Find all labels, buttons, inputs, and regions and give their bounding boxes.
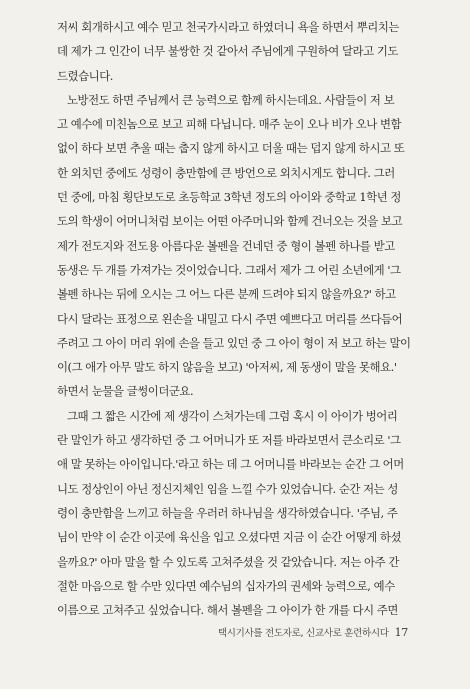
text-line: 제가 전도지와 전도용 아름다운 볼펜을 건네던 중 형이 볼펜 하나를 받고 xyxy=(57,238,395,253)
text-line: 없이 하다 보면 추울 때는 춥지 않게 하시고 더울 때는 덥지 않게 하시고 또 xyxy=(57,141,405,156)
text-line: 그때 그 짧은 시간에 제 생각이 스쳐가는데 그럼 혹시 이 아이가 벙어리 xyxy=(67,408,398,423)
page-footer xyxy=(218,625,408,639)
text-line: 동생은 두 개를 가져가는 것이었습니다. 그래서 제가 그 어린 소년에게 '그 xyxy=(57,262,401,277)
text-line: 볼펜 하나는 뒤에 오시는 그 어느 다른 분께 드려야 되지 않을까요?' 하고 xyxy=(57,287,396,302)
text-line: 령이 충만함을 느끼고 하늘을 우러러 하나님을 생각하였습니다. '주님, 주 xyxy=(57,505,398,520)
text-line: 노방전도 하면 주님께서 큰 능력으로 함께 하시는데요. 사람들이 저 보 xyxy=(67,92,395,107)
text-line: 도의 학생이 어머니처럼 보이는 어떤 아주머니와 함께 건너오는 것을 보고 xyxy=(57,214,403,229)
text-line: 절한 마음으로 할 수만 있다면 예수님의 십자가의 권세와 능력으로, 예수 xyxy=(57,578,395,593)
text-line: 고 예수에 미친놈으로 보고 피해 다닙니다. 매주 눈이 오나 비가 오나 변함 xyxy=(57,117,402,132)
text-line: 데 제가 그 인간이 너무 불쌍한 것 같아서 주님에게 구원하여 달라고 기도 xyxy=(57,44,398,59)
text-line: 니도 정상인이 아닌 정신지체인 임을 느낄 수가 있었습니다. 순간 저는 성 xyxy=(57,481,398,496)
text-line: 이름으로 고쳐주고 싶었습니다. 해서 볼펜을 그 아이가 한 개를 다시 주면 xyxy=(57,603,398,618)
text-line: 하면서 눈물을 글썽이더군요. xyxy=(57,384,194,399)
text-line: 님이 만약 이 순간 이곳에 육신을 입고 오셨다면 지금 이 순간 어떻게 하셨 xyxy=(57,530,402,545)
text-line: 주려고 그 아이 머리 위에 손을 들고 있던 중 그 아이 형이 저 보고 하는 말이 xyxy=(57,335,411,350)
text-line: 이(그 애가 아무 말도 하지 않음을 보고) '아저씨, 제 동생이 말을 못해요.' xyxy=(57,360,397,375)
text-line: 드렸습니다. xyxy=(57,68,113,83)
body-text xyxy=(57,15,415,622)
page-number: 17 xyxy=(394,626,408,639)
text-line: 을까요?' 아마 말을 할 수 있도록 고쳐주셨을 것 같았습니다. 저는 아주 간 xyxy=(57,554,399,569)
running-title: 택시기사를 전도자로, 신교사로 훈련하시다 xyxy=(217,628,389,639)
text-line: 한 외치던 중에도 성령이 충만함에 큰 방언으로 외치시게도 합니다. 그러 xyxy=(57,165,395,180)
text-line: 애 말 못하는 아이입니다.'라고 하는 데 그 어머니를 바라보는 순간 그 어머 xyxy=(57,457,404,472)
text-line: 다시 달라는 표정으로 왼손을 내밀고 다시 주면 예쁘다고 머리를 쓰다듬어 xyxy=(57,311,403,326)
text-line: 란 말인가 하고 생각하던 중 그 어머니가 또 저를 바라보면서 큰소리로 '그 xyxy=(57,433,401,448)
text-line: 던 중에, 마침 횡단보도로 초등학교 3학년 정도의 아이와 중학교 1학년 정 xyxy=(57,190,401,205)
text-line: 저씨 회개하시고 예수 믿고 천국가시라고 하였더니 욕을 하면서 뿌리치는 xyxy=(57,20,399,34)
